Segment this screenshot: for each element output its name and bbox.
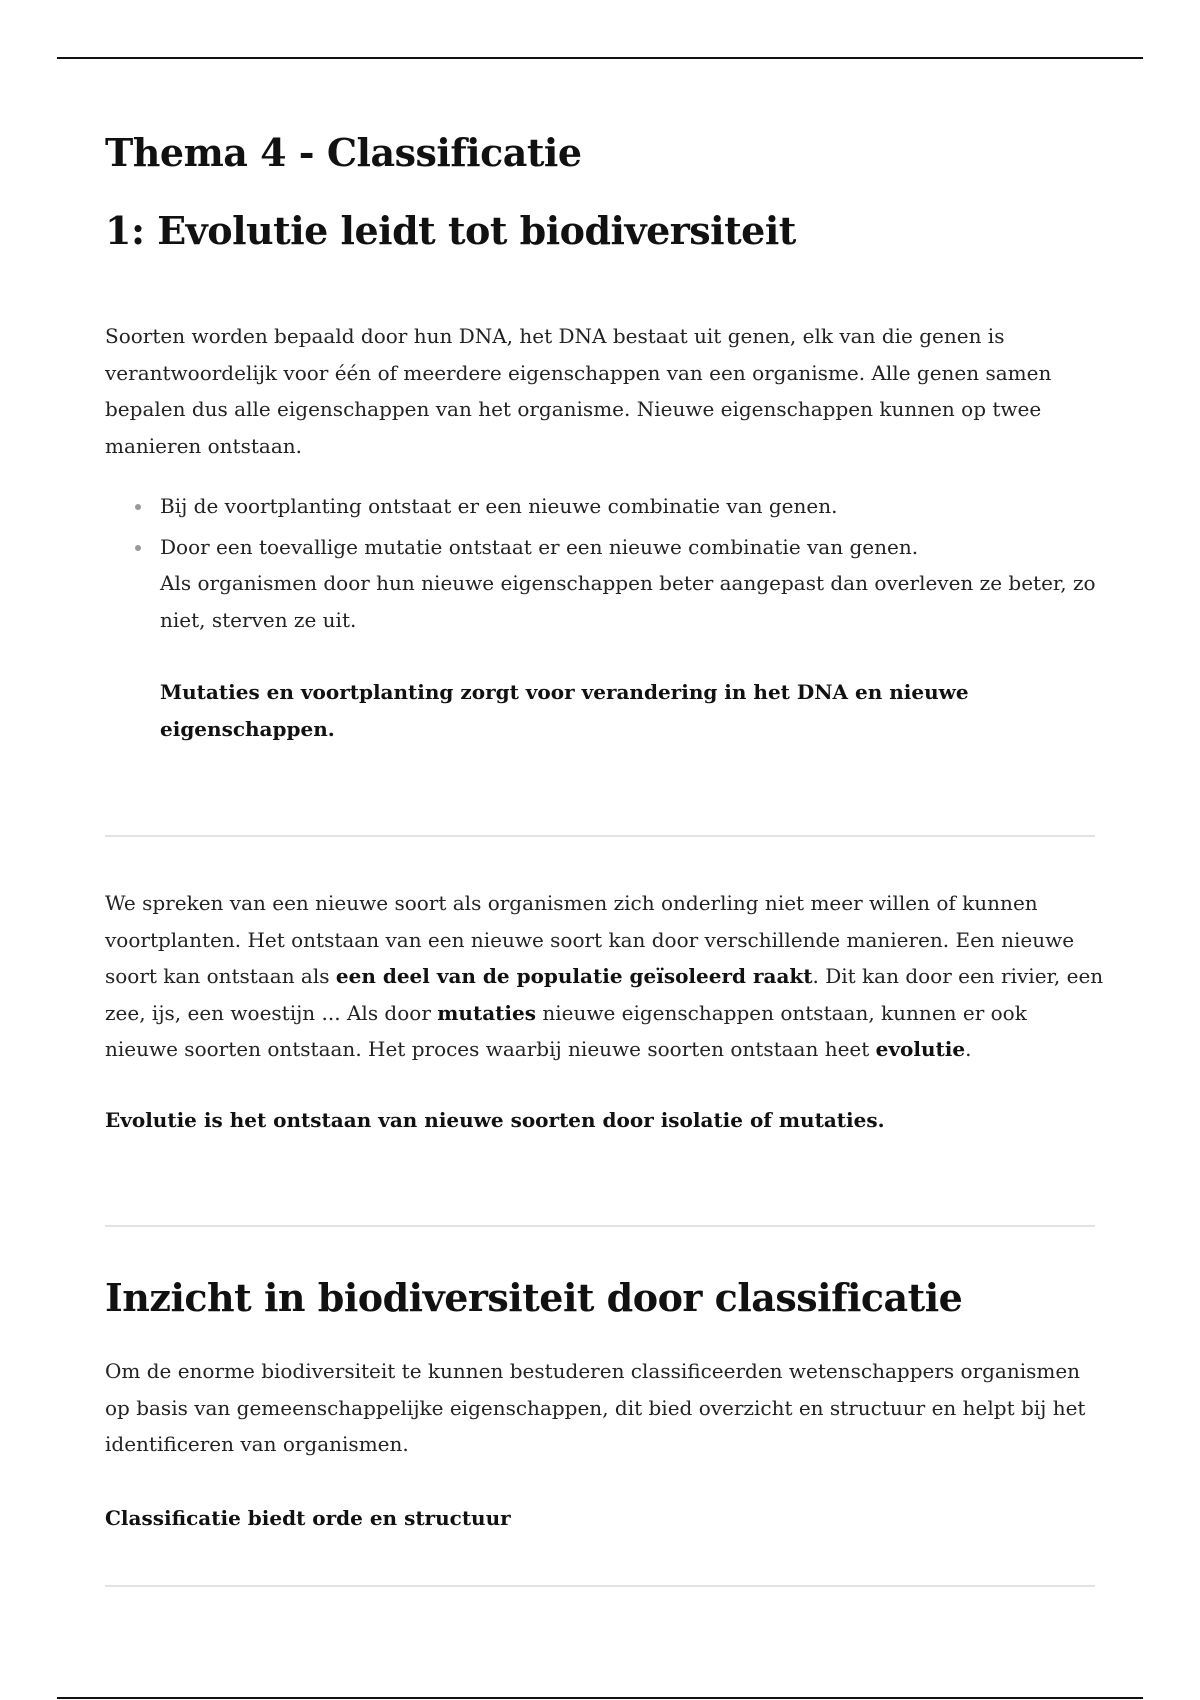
section-divider bbox=[105, 835, 1095, 837]
bullet-list bbox=[105, 488, 1105, 642]
page-top-rule bbox=[57, 57, 1143, 59]
section-heading-classification: Inzicht in biodiversiteit door classificatie bbox=[105, 1275, 963, 1320]
list-item bbox=[160, 529, 1105, 639]
text-run: We spreken van een nieuwe soort als organismen zich onderling niet meer willen of kunnen voortplanten. Het ontstaan van een nieuwe soort kan door verschillende manieren. Een nieuwe soort kan ontstaan als bbox=[105, 891, 1075, 988]
evolution-paragraph bbox=[105, 885, 1105, 1068]
text-run: nieuwe eigenschappen ontstaan, kunnen er ook nieuwe soorten ontstaan. Het proces waarbij nieuwe soorten ontstaan heet bbox=[105, 1000, 1027, 1061]
classification-summary: Classificatie biedt orde en structuur bbox=[105, 1506, 511, 1530]
page-bottom-rule bbox=[57, 1697, 1143, 1699]
intro-paragraph: Soorten worden bepaald door hun DNA, het DNA bestaat uit genen, elk van die genen is verantwoordelijk voor één of meerdere eigenschappen van een organisme. Alle genen samen bepalen dus alle eigenschappen van het organisme. Nieuwe eigenschappen kunnen op twee manieren ontstaan. bbox=[105, 324, 1052, 458]
section-divider bbox=[105, 1225, 1095, 1227]
bold-text-mutations: mutaties bbox=[437, 1000, 536, 1025]
bold-text-isolation: een deel van de populatie geïsoleerd raakt bbox=[335, 964, 813, 988]
emphasis-note: Mutaties en voortplanting zorgt voor verandering in het DNA en nieuwe eigenschappen. bbox=[160, 680, 969, 741]
list-item-text: Bij de voortplanting ontstaat er een nieuwe combinatie van genen. bbox=[160, 494, 838, 518]
list-item-continuation: Als organismen door hun nieuwe eigenschappen beter aangepast dan overleven ze beter, zo niet, sterven ze uit. bbox=[160, 571, 1096, 632]
text-run: . bbox=[965, 1037, 972, 1061]
classification-paragraph: Om de enorme biodiversiteit te kunnen bestuderen classificeerden wetenschappers organismen op basis van gemeenschappelijke eigenschappen, dit bied overzicht en structuur en helpt bij het identificeren van organismen. bbox=[105, 1359, 1086, 1456]
text-run: . Dit kan door een rivier, een zee, ijs, een woestijn ... Als door bbox=[105, 964, 1104, 1025]
evolution-summary: Evolutie is het ontstaan van nieuwe soorten door isolatie of mutaties. bbox=[105, 1108, 885, 1132]
list-item bbox=[160, 488, 1105, 525]
section-divider bbox=[105, 1585, 1095, 1587]
bold-text-evolution: evolutie bbox=[875, 1037, 966, 1061]
document-title: Thema 4 - Classificatie bbox=[105, 130, 582, 175]
section-heading-evolution: 1: Evolutie leidt tot biodiversiteit bbox=[105, 208, 796, 253]
list-item-text: Door een toevallige mutatie ontstaat er een nieuwe combinatie van genen. bbox=[160, 534, 919, 559]
